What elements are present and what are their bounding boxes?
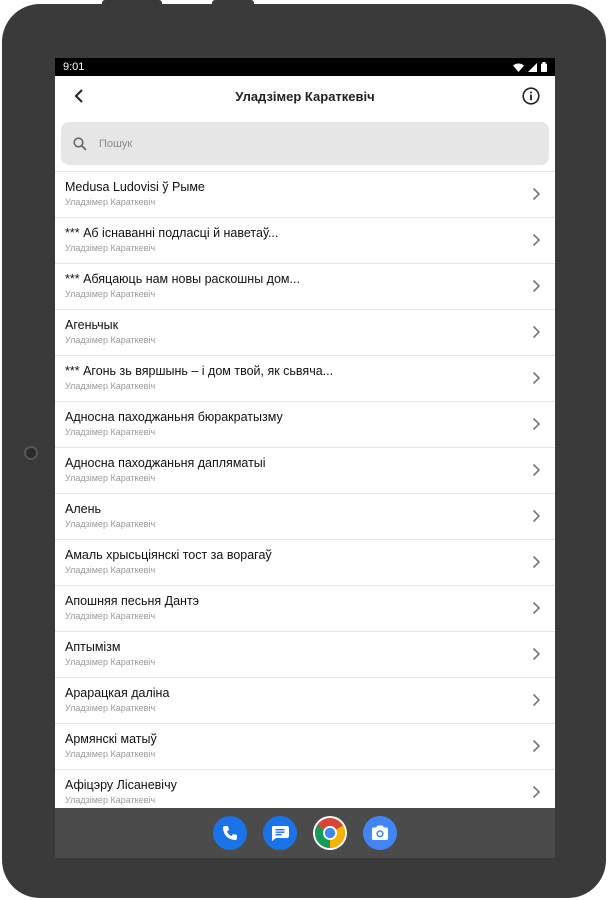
tablet-frame <box>2 4 606 898</box>
search-icon <box>73 137 87 151</box>
item-author: Уладзімер Караткевіч <box>65 335 156 345</box>
camera-app-button[interactable] <box>363 816 397 850</box>
chevron-right-icon <box>532 371 541 385</box>
list-item[interactable] <box>55 402 555 448</box>
camera-icon <box>370 824 390 842</box>
item-author: Уладзімер Караткевіч <box>65 519 156 529</box>
status-bar <box>55 58 555 76</box>
item-title: Medusa Ludovisi ў Рыме <box>65 180 205 194</box>
list-item[interactable] <box>55 678 555 724</box>
item-author: Уладзімер Караткевіч <box>65 611 156 621</box>
item-author: Уладзімер Караткевіч <box>65 565 156 575</box>
messages-icon <box>270 824 290 842</box>
item-title: Амаль хрысьціянскі тост за ворагаў <box>65 548 272 562</box>
chevron-right-icon <box>532 279 541 293</box>
list-item[interactable] <box>55 540 555 586</box>
item-title: Адносна паходжаньня дапляматыі <box>65 456 266 470</box>
chevron-right-icon <box>532 785 541 799</box>
app-bar <box>55 76 555 116</box>
item-author: Уладзімер Караткевіч <box>65 243 156 253</box>
camera-lens <box>24 446 38 460</box>
back-button[interactable] <box>67 84 91 108</box>
back-arrow-icon <box>73 89 85 103</box>
chevron-right-icon <box>532 325 541 339</box>
battery-icon <box>541 62 547 72</box>
dock <box>55 808 555 858</box>
item-author: Уладзімер Караткевіч <box>65 703 156 713</box>
item-title: Адносна паходжаньня бюракратызму <box>65 410 283 424</box>
chevron-right-icon <box>532 647 541 661</box>
item-author: Уладзімер Караткевіч <box>65 289 156 299</box>
chevron-right-icon <box>532 739 541 753</box>
status-time: 9:01 <box>63 61 85 73</box>
chrome-app-button[interactable] <box>313 816 347 850</box>
item-author: Уладзімер Караткевіч <box>65 795 156 805</box>
item-title: Арарацкая даліна <box>65 686 170 700</box>
chevron-right-icon <box>532 463 541 477</box>
phone-icon <box>221 824 239 842</box>
item-author: Уладзімер Караткевіч <box>65 381 156 391</box>
search-input[interactable] <box>99 138 479 150</box>
wifi-icon <box>513 63 524 72</box>
info-icon <box>522 87 540 105</box>
item-title: *** Агонь зь вяршынь – і дом твой, як сьвяча... <box>65 364 334 378</box>
messages-app-button[interactable] <box>263 816 297 850</box>
search-bar[interactable] <box>61 122 549 165</box>
list-item[interactable] <box>55 264 555 310</box>
signal-icon <box>528 63 537 72</box>
item-title: Апошняя песьня Дантэ <box>65 594 200 608</box>
list-item[interactable] <box>55 172 555 218</box>
list-item[interactable] <box>55 310 555 356</box>
list-item[interactable] <box>55 586 555 632</box>
screen <box>55 58 555 858</box>
info-button[interactable] <box>519 84 543 108</box>
chevron-right-icon <box>532 417 541 431</box>
volume-button <box>102 0 162 5</box>
item-title: *** Аб існаванні подласці й наветаў... <box>65 226 279 240</box>
chevron-right-icon <box>532 509 541 523</box>
item-title: Алень <box>65 502 101 516</box>
page-title: Уладзімер Караткевіч <box>235 88 375 104</box>
chevron-right-icon <box>532 187 541 201</box>
power-button <box>212 0 254 5</box>
list-item[interactable] <box>55 724 555 770</box>
list-item[interactable] <box>55 218 555 264</box>
item-title: Аптымізм <box>65 640 121 654</box>
item-title: Афіцэру Лісаневічу <box>65 778 177 792</box>
item-title: Армянскі матыў <box>65 732 157 746</box>
item-title: *** Абяцаюць нам новы раскошны дом... <box>65 272 300 286</box>
item-author: Уладзімер Караткевіч <box>65 657 156 667</box>
phone-app-button[interactable] <box>213 816 247 850</box>
item-author: Уладзімер Караткевіч <box>65 197 156 207</box>
chevron-right-icon <box>532 693 541 707</box>
list-item[interactable] <box>55 356 555 402</box>
list-item[interactable] <box>55 494 555 540</box>
chevron-right-icon <box>532 601 541 615</box>
item-title: Агеньчык <box>65 318 119 332</box>
list-item[interactable] <box>55 632 555 678</box>
list-item[interactable] <box>55 448 555 494</box>
poem-list <box>55 171 555 816</box>
item-author: Уладзімер Караткевіч <box>65 749 156 759</box>
chevron-right-icon <box>532 233 541 247</box>
chevron-right-icon <box>532 555 541 569</box>
chrome-icon <box>314 817 346 849</box>
item-author: Уладзімер Караткевіч <box>65 427 156 437</box>
item-author: Уладзімер Караткевіч <box>65 473 156 483</box>
